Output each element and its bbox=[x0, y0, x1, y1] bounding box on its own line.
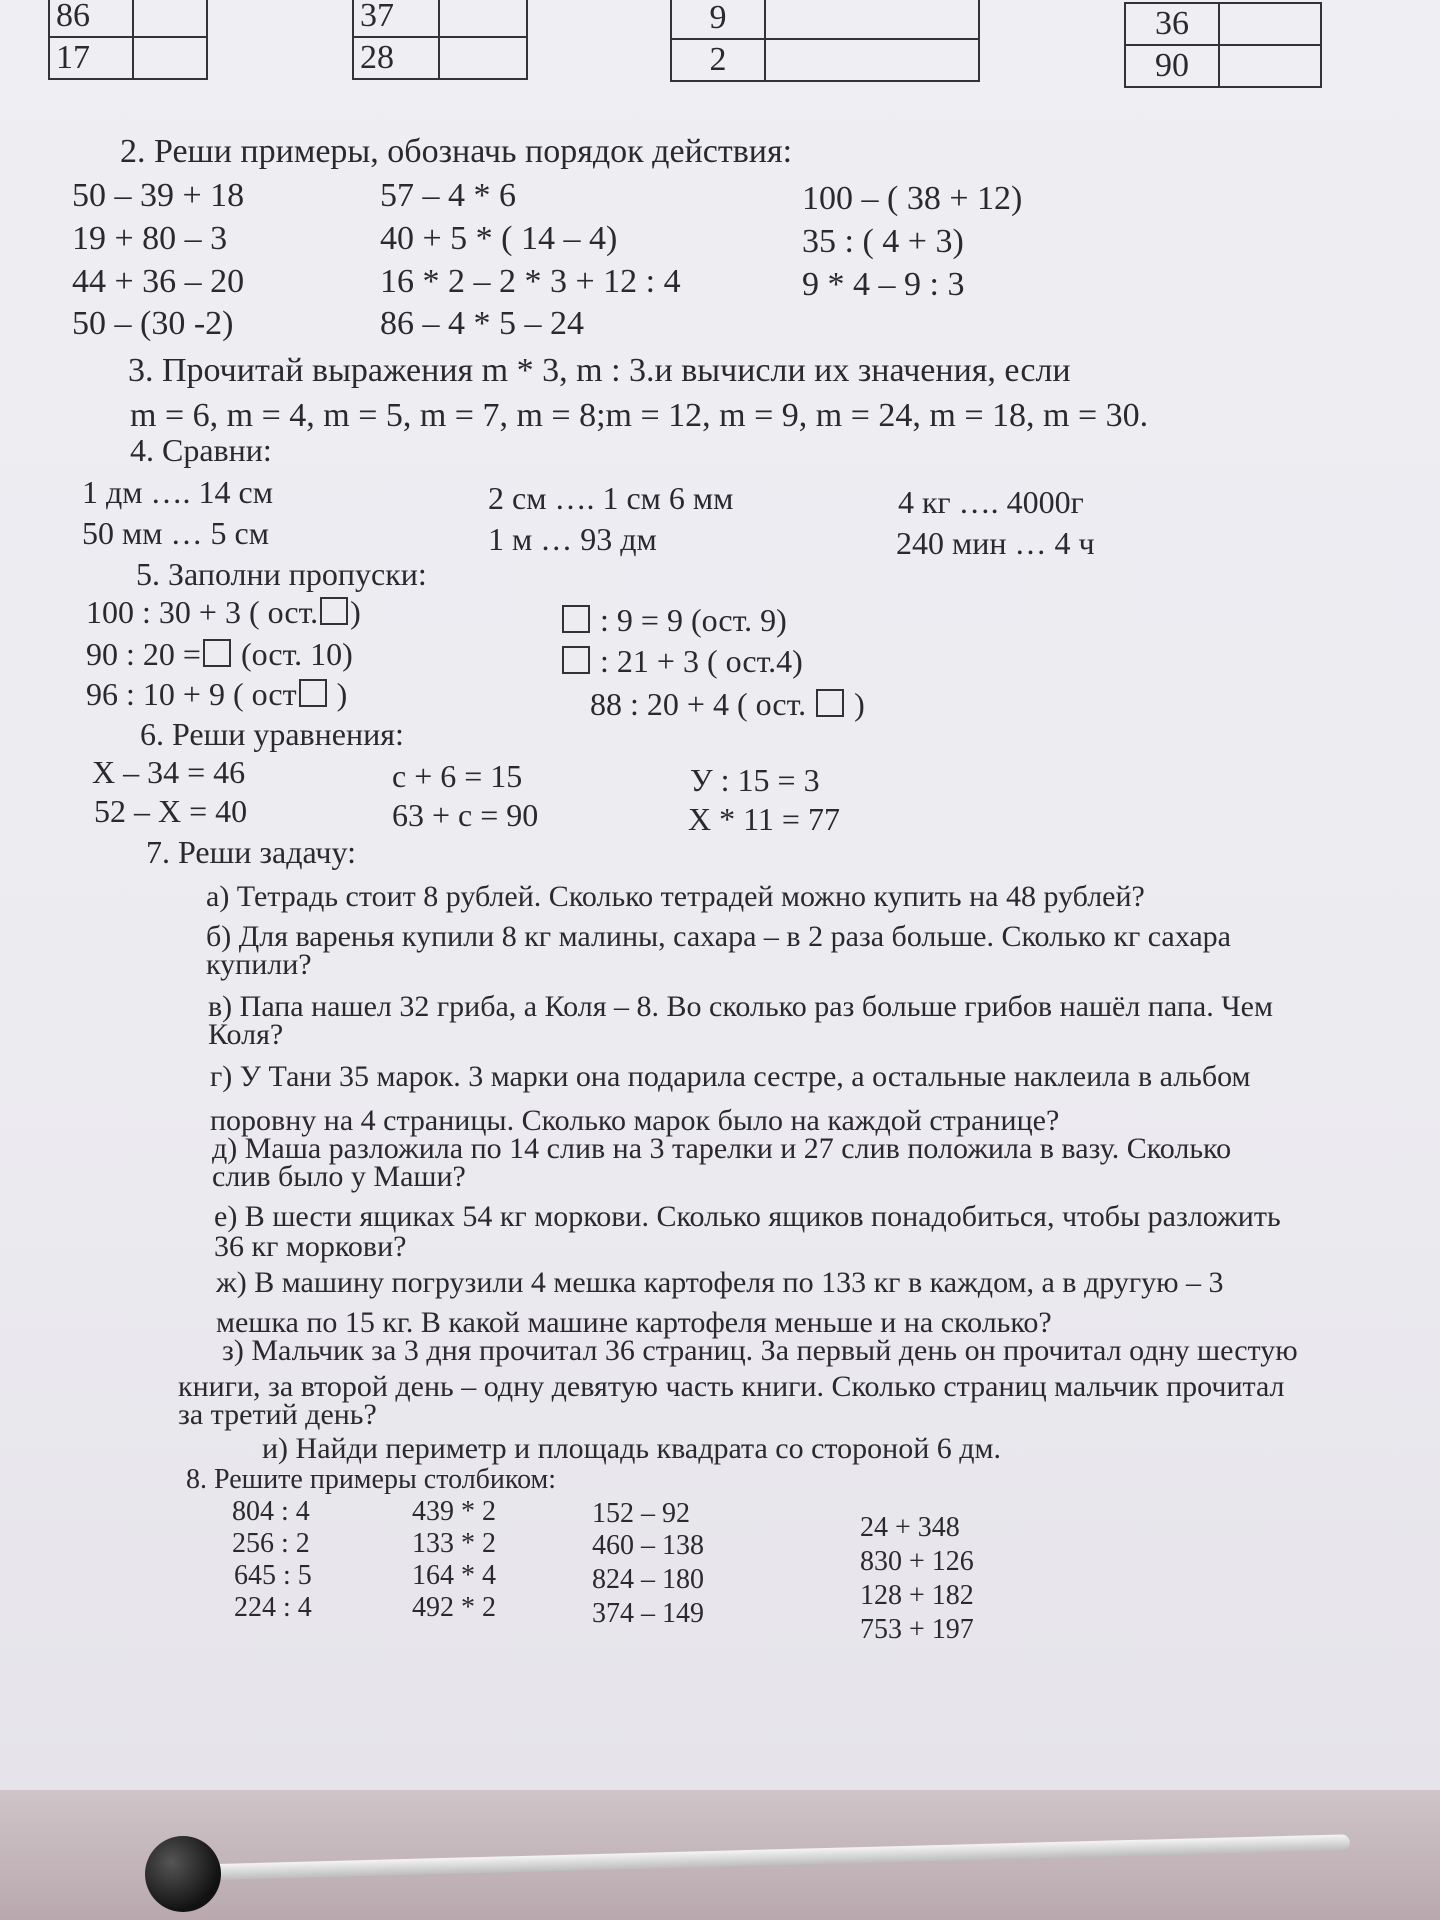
task2-expr: 50 – (30 -2) bbox=[72, 305, 234, 342]
blank-box bbox=[203, 639, 231, 667]
compare-item: 240 мин … 4 ч bbox=[896, 525, 1095, 561]
fill-item bbox=[560, 643, 803, 680]
table-cell-empty bbox=[439, 0, 527, 37]
problem-line: поровну на 4 страницы. Сколько марок было на каждой странице? bbox=[210, 1104, 1060, 1137]
problem-line: д) Маша разложила по 14 слив на 3 тарелки и 27 слив положила в вазу. Сколько bbox=[212, 1132, 1232, 1165]
equation: Х – 34 = 46 bbox=[92, 754, 246, 790]
column-example: 830 + 126 bbox=[860, 1546, 974, 1577]
column-example: 24 + 348 bbox=[860, 1512, 960, 1543]
fill-text: 100 : 30 + 3 ( ост. bbox=[86, 594, 319, 630]
fill-item bbox=[86, 594, 361, 631]
table-cell: 86 bbox=[49, 0, 133, 37]
problem-line: за третий день? bbox=[178, 1398, 377, 1431]
blank-box bbox=[562, 605, 590, 633]
task3-line1: 3. Прочитай выражения m * 3, m : 3.и вычисли их значения, если bbox=[128, 352, 1071, 389]
task2-expr: 57 – 4 * 6 bbox=[380, 177, 516, 214]
task2-expr: 100 – ( 38 + 12) bbox=[802, 180, 1023, 217]
table-cell: 28 bbox=[353, 37, 439, 79]
task2-expr: 19 + 80 – 3 bbox=[72, 220, 228, 257]
table-cell: 9 bbox=[671, 0, 765, 39]
fill-text: : 21 + 3 ( ост.4) bbox=[592, 643, 803, 679]
binder-knob bbox=[145, 1836, 221, 1912]
task4-heading: 4. Сравни: bbox=[130, 432, 272, 468]
task2-expr: 40 + 5 * ( 14 – 4) bbox=[380, 220, 618, 257]
fill-text: ) bbox=[846, 686, 865, 722]
task2-expr: 9 * 4 – 9 : 3 bbox=[802, 266, 965, 303]
table-cell: 37 bbox=[353, 0, 439, 37]
column-example: 164 * 4 bbox=[412, 1560, 496, 1591]
equation: У : 15 = 3 bbox=[690, 762, 820, 798]
equation: 63 + с = 90 bbox=[392, 797, 539, 833]
top-table-4 bbox=[1124, 2, 1322, 88]
table-cell-empty bbox=[439, 37, 527, 79]
equation: с + 6 = 15 bbox=[392, 758, 523, 794]
compare-item: 1 дм …. 14 см bbox=[82, 474, 273, 510]
column-example: 460 – 138 bbox=[592, 1530, 704, 1561]
blank-box bbox=[299, 679, 327, 707]
table-cell-empty bbox=[765, 39, 979, 81]
table-cell-empty bbox=[1219, 3, 1321, 45]
column-example: 152 – 92 bbox=[592, 1498, 690, 1529]
table-cell-empty bbox=[133, 0, 207, 37]
problem-line: Коля? bbox=[208, 1018, 284, 1051]
task6-heading: 6. Реши уравнения: bbox=[140, 716, 404, 752]
fill-item bbox=[560, 602, 787, 639]
problem-line: книги, за второй день – одну девятую часть книги. Сколько страниц мальчик прочитал bbox=[178, 1370, 1285, 1403]
problem-line: ж) В машину погрузили 4 мешка картофеля по 133 кг в каждом, а в другую – 3 bbox=[216, 1266, 1224, 1299]
column-example: 256 : 2 bbox=[232, 1528, 310, 1559]
compare-item: 1 м … 93 дм bbox=[488, 521, 657, 557]
task2-expr: 16 * 2 – 2 * 3 + 12 : 4 bbox=[380, 263, 681, 300]
problem-line: а) Тетрадь стоит 8 рублей. Сколько тетрадей можно купить на 48 рублей? bbox=[206, 880, 1145, 913]
fill-text: : 9 = 9 (ост. 9) bbox=[592, 602, 787, 638]
table-cell-empty bbox=[765, 0, 979, 39]
task2-heading: 2. Реши примеры, обозначь порядок действия: bbox=[120, 133, 793, 170]
compare-item: 4 кг …. 4000г bbox=[898, 484, 1084, 520]
task2-expr: 86 – 4 * 5 – 24 bbox=[380, 305, 584, 342]
problem-line: слив было у Маши? bbox=[212, 1160, 466, 1193]
column-example: 492 * 2 bbox=[412, 1592, 496, 1623]
compare-item: 50 мм … 5 см bbox=[82, 515, 269, 551]
blank-box bbox=[816, 689, 844, 717]
problem-line: в) Папа нашел 32 гриба, а Коля – 8. Во сколько раз больше грибов нашёл папа. Чем bbox=[208, 990, 1273, 1023]
column-example: 645 : 5 bbox=[234, 1560, 312, 1591]
table-cell: 36 bbox=[1125, 3, 1219, 45]
table-cell: 90 bbox=[1125, 45, 1219, 87]
column-example: 133 * 2 bbox=[412, 1528, 496, 1559]
problem-line: б) Для варенья купили 8 кг малины, сахара – в 2 раза больше. Сколько кг сахара bbox=[206, 920, 1231, 953]
problem-line: з) Мальчик за 3 дня прочитал 36 страниц. За первый день он прочитал одну шестую bbox=[222, 1334, 1298, 1367]
task3-line2: m = 6, m = 4, m = 5, m = 7, m = 8;m = 12, m = 9, m = 24, m = 18, m = 30. bbox=[130, 397, 1149, 434]
blank-box bbox=[320, 597, 348, 625]
blank-box bbox=[562, 646, 590, 674]
table-cell: 17 bbox=[49, 37, 133, 79]
task5-heading: 5. Заполни пропуски: bbox=[136, 556, 427, 592]
fill-text: 88 : 20 + 4 ( ост. bbox=[590, 686, 815, 722]
task7-heading: 7. Реши задачу: bbox=[146, 834, 356, 870]
fill-item bbox=[590, 686, 865, 723]
problem-line: е) В шести ящиках 54 кг моркови. Сколько ящиков понадобиться, чтобы разложить bbox=[214, 1200, 1281, 1233]
column-example: 439 * 2 bbox=[412, 1496, 496, 1527]
task8-heading: 8. Решите примеры столбиком: bbox=[186, 1464, 557, 1495]
equation: 52 – Х = 40 bbox=[94, 793, 248, 829]
problem-line: г) У Тани 35 марок. 3 марки она подарила сестре, а остальные наклеила в альбом bbox=[210, 1060, 1251, 1093]
fill-text: ) bbox=[328, 676, 348, 712]
fill-text: ) bbox=[350, 594, 361, 630]
table-cell-empty bbox=[1219, 45, 1321, 87]
equation: Х * 11 = 77 bbox=[688, 801, 840, 837]
compare-item: 2 см …. 1 см 6 мм bbox=[488, 480, 734, 516]
column-example: 753 + 197 bbox=[860, 1614, 974, 1645]
problem-line: 36 кг моркови? bbox=[214, 1230, 407, 1263]
task2-expr: 35 : ( 4 + 3) bbox=[802, 223, 964, 260]
fill-item bbox=[86, 636, 353, 673]
fill-item bbox=[86, 676, 347, 713]
table-cell: 2 bbox=[671, 39, 765, 81]
problem-line: мешка по 15 кг. В какой машине картофеля меньше и на сколько? bbox=[216, 1306, 1052, 1339]
top-table-1 bbox=[48, 0, 208, 80]
top-table-3 bbox=[670, 0, 980, 82]
top-table-2 bbox=[352, 0, 528, 80]
table-cell-empty bbox=[133, 37, 207, 79]
column-example: 824 – 180 bbox=[592, 1564, 704, 1595]
task2-expr: 44 + 36 – 20 bbox=[72, 263, 245, 300]
problem-line: купили? bbox=[206, 948, 312, 981]
column-example: 128 + 182 bbox=[860, 1580, 974, 1611]
fill-text: 96 : 10 + 9 ( ост bbox=[86, 676, 297, 712]
fill-text: (ост. 10) bbox=[232, 636, 353, 672]
task2-expr: 50 – 39 + 18 bbox=[72, 177, 245, 214]
column-example: 224 : 4 bbox=[234, 1592, 312, 1623]
fill-text: 90 : 20 = bbox=[86, 636, 201, 672]
problem-line: и) Найди периметр и площадь квадрата со стороной 6 дм. bbox=[262, 1432, 1001, 1465]
column-example: 804 : 4 bbox=[232, 1496, 310, 1527]
column-example: 374 – 149 bbox=[592, 1598, 704, 1629]
